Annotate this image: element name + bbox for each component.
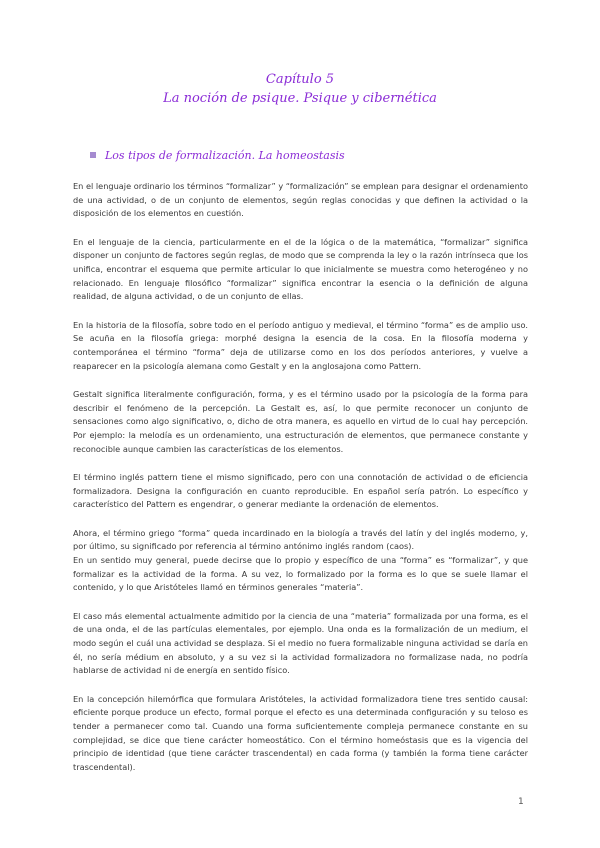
chapter-number: Capítulo 5 <box>265 72 335 87</box>
paragraph: En el lenguaje ordinario los términos “formalizar” y “formalización” se emplean para designar el ordenamiento de una actividad, o de un conjunto de elementos, según reglas conocidas y que definen la actividad o la disposición de los elementos en cuestión. <box>73 181 528 219</box>
paragraph: El caso más elemental actualmente admitido por la ciencia de una “materia” formalizada por una forma, es el de una onda, el de las partículas elementales, por ejemplo. Una onda es la formalización de un medium, el modo según el cuál una actividad se desplaza. Si el medio no fuera formalizable ninguna actividad se daría en él, no sería médium en absoluto, y a su vez si la actividad formalizadora no formalizase nada, no podría hablarse de actividad ni de energía en sentido físico. <box>73 610 528 676</box>
square-bullet-icon <box>90 152 96 158</box>
chapter-title: La noción de psique. Psique y cibernética <box>163 91 437 106</box>
paragraph: Gestalt significa literalmente configuración, forma, y es el término usado por la psicología de la forma para describir el fenómeno de la percepción. La Gestalt es, así, lo que permite reconocer un conjunto de sensaciones como algo significativo, o, dicho de otra manera, es aquello en virtud de lo cual hay percepción. Por ejemplo: la melodía es un ordenamiento, una estructuración de elementos, que permanece constante y reconocible aunque cambien las características de los elementos. <box>73 389 528 454</box>
chapter-heading <box>0 70 600 108</box>
paragraph: El término inglés pattern tiene el mismo significado, pero con una connotación de actividad o de eficiencia formalizadora. Designa la configuración en cuanto reproducible. En español sería patrón. Lo específico y característico del Pattern es engendrar, o generar mediante la ordenación de elementos. <box>73 472 528 510</box>
paragraph: En el lenguaje de la ciencia, particularmente en el de la lógica o de la matemática, “formalizar” significa disponer un conjunto de factores según reglas, de modo que se comprenda la ley o la razón intrínseca que los unifica, encontrar el esquema que permite articular lo que inicialmente se muestra como heterogéneo y no relacionado. En lenguaje filosófico “formalizar” significa encontrar la esencia o la definición de alguna realidad, de alguna actividad, o de un conjunto de ellas. <box>73 236 528 302</box>
paragraph: En la concepción hilemórfica que formulara Aristóteles, la actividad formalizadora tiene tres sentido causal: eficiente porque produce un efecto, formal porque el efecto es una determinada configuración y su teloso es tender a permanecer como tal. Cuando una forma suficientemente compleja permanece constante en su complejidad, se dice que tiene carácter homeostático. Con el término homeóstasis que es la vigencia del principio de identidad (que tiene carácter trascendental) en cada forma (y también la forma tiene carácter trascendental). <box>73 693 528 772</box>
section-title: Los tipos de formalización. La homeostasis <box>105 149 345 162</box>
page-number: 1 <box>518 797 524 807</box>
body-text <box>73 180 528 789</box>
paragraph: Ahora, el término griego “forma” queda incardinado en la biología a través del latín y del inglés moderno, y, por último, su significado por referencia al término antónimo inglés random (caos). <box>73 527 528 552</box>
paragraph: En un sentido muy general, puede decirse que lo propio y específico de una “forma” es “formalizar”, y que formalizar es la actividad de la forma. A su vez, lo formalizado por la forma es lo que se suele llamar el contenido, y lo que Aristóteles llamó en términos generales “materia”. <box>73 555 528 593</box>
paragraph: En la historia de la filosofía, sobre todo en el período antiguo y medieval, el término “forma” es de amplio uso. Se acuña en la filosofía griega: morphé designa la esencia de la cosa. En la filosofía moderna y contemporánea el término “forma” deja de utilizarse como en los dos períodos anteriores, y vuelve a reaparecer en la psicología alemana como Gestalt y en la anglosajona como Pattern. <box>73 319 528 371</box>
section-heading <box>90 149 345 163</box>
